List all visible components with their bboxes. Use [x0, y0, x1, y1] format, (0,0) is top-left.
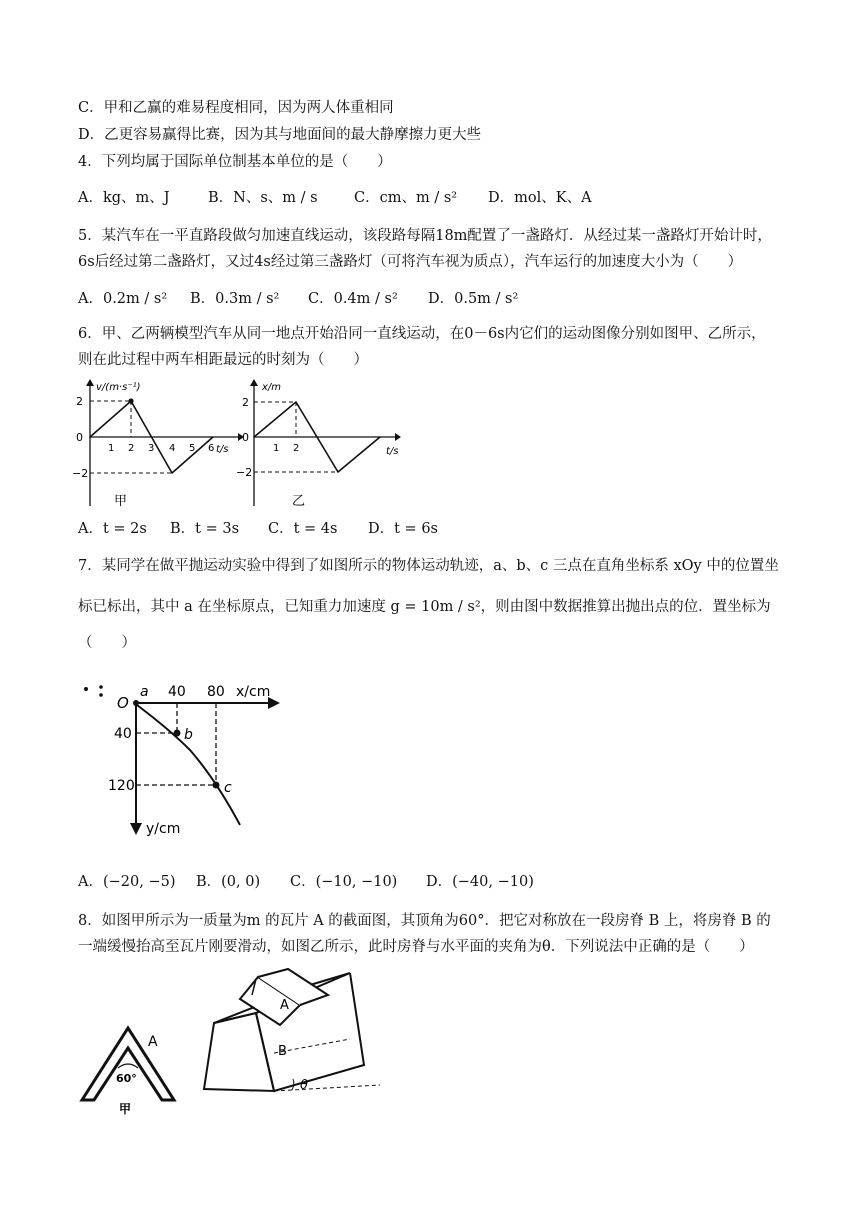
q7-point-a — [133, 700, 139, 706]
q7-ytick-40: 40 — [114, 726, 132, 742]
q7-point-b — [174, 730, 181, 737]
q6-stem-line1: 6．甲、乙两辆模型汽车从同一地点开始沿同一直线运动，在0－6s内它们的运动图像分别如图甲、乙所示， — [78, 326, 766, 342]
theta-label: θ — [300, 1078, 308, 1093]
q6-chart-yi — [236, 378, 405, 518]
jia-xtick-4: 4 — [169, 443, 176, 454]
noise-dot — [99, 693, 103, 697]
yi-xlabel: t/s — [386, 446, 399, 457]
q6-option-d: D．t = 6s — [368, 521, 438, 537]
q7-y-arrow — [130, 823, 142, 835]
tile-caption: 甲 — [119, 1102, 132, 1116]
yi-ytick-0: 0 — [242, 431, 249, 444]
q7-xtick-40: 40 — [168, 684, 186, 700]
noise-dot — [84, 687, 88, 691]
q7-option-c: C．(−10, −10) — [290, 874, 398, 890]
jia-xtick-1: 1 — [108, 443, 115, 454]
jia-xtick-5: 5 — [189, 443, 196, 454]
q7-option-d: D．(−40, −10) — [426, 874, 534, 890]
jia-caption: 甲 — [114, 494, 128, 509]
q4-option-b: B．N、s、m / s — [208, 190, 318, 206]
q4-stem: 4．下列均属于国际单位制基本单位的是（ ） — [78, 154, 392, 170]
q8-figure-jia — [78, 1020, 188, 1115]
q7-ylabel: y/cm — [146, 821, 181, 837]
jia-segment — [90, 401, 131, 437]
jia-point — [212, 436, 214, 438]
q7-point-c — [213, 782, 220, 789]
yi-point — [379, 436, 381, 438]
yi-y-arrow — [250, 379, 258, 386]
yi-ylabel: x/m — [262, 382, 282, 393]
q6-option-a: A．t = 2s — [78, 521, 147, 537]
jia-point — [171, 472, 173, 474]
ridge-b-front — [204, 1013, 274, 1091]
yi-point — [295, 401, 297, 403]
jia-xtick-3: 3 — [148, 443, 155, 454]
jia-ylabel: v/(m·s⁻¹) — [96, 382, 141, 393]
yi-ytick-2: 2 — [242, 396, 249, 409]
q5-stem-line2: 6s后经过第二盏路灯，又过4s经过第三盏路灯（可将汽车视为质点），汽车运行的加速度大小为（ ） — [78, 254, 743, 270]
label-a: A — [280, 998, 289, 1013]
q7-origin-label: O — [117, 694, 129, 712]
jia-point — [128, 398, 133, 403]
q5-option-c: C．0.4m / s² — [308, 291, 398, 307]
q4-option-a: A．kg、m、J — [78, 190, 170, 206]
q4-option-d: D．mol、K、A — [488, 190, 592, 206]
jia-ytick-neg2: −2 — [72, 467, 89, 480]
q7-option-b: B．(0, 0) — [196, 874, 261, 890]
q5-option-d: D．0.5m / s² — [428, 291, 519, 307]
jia-ytick-0: 0 — [76, 431, 83, 444]
jia-xtick-2: 2 — [128, 443, 135, 454]
tile-angle-arc — [118, 1064, 138, 1068]
q7-option-a: A．(−20, −5) — [78, 874, 176, 890]
jia-ytick-2: 2 — [76, 395, 83, 408]
q4-option-c: C．cm、m / s² — [354, 190, 458, 206]
q5-stem-line1: 5．某汽车在一平直路段做匀加速直线运动，该段路每隔18m配置了一盏路灯．从经过某一盏路灯开始计时， — [78, 228, 772, 244]
yi-xtick-2: 2 — [293, 443, 300, 454]
yi-xtick-1: 1 — [273, 443, 280, 454]
q3-option-c: C．甲和乙赢的难易程度相同，因为两人体重相同 — [78, 100, 394, 116]
q5-option-a: A．0.2m / s² — [78, 291, 168, 307]
yi-segment — [254, 402, 296, 437]
jia-y-arrow — [86, 379, 94, 386]
q5-options — [78, 289, 778, 311]
noise-dot — [99, 685, 103, 689]
yi-point — [253, 436, 255, 438]
q3-option-d: D．乙更容易赢得比赛，因为其与地面间的最大静摩擦力更大些 — [78, 127, 482, 143]
q4-options — [78, 188, 778, 210]
q7-trajectory-curve — [137, 705, 240, 825]
tile-angle-label: 60° — [116, 1072, 137, 1085]
q6-option-c: C．t = 4s — [268, 521, 338, 537]
q5-option-b: B．0.3m / s² — [190, 291, 280, 307]
jia-point — [89, 436, 91, 438]
yi-point — [337, 471, 339, 473]
q7-options — [78, 872, 778, 894]
label-b: B — [278, 1044, 287, 1059]
q7-label-a: a — [140, 684, 149, 700]
q7-stem-line1: 7．某同学在做平抛运动实验中得到了如图所示的物体运动轨迹，a、b、c 三点在直角坐标系 xOy 中的位置坐 — [78, 558, 779, 574]
q8-stem-line1: 8．如图甲所示为一质量为m 的瓦片 A 的截面图，其顶角为60°．把它对称放在一段房脊 B 上，将房脊 B 的 — [78, 913, 771, 929]
q6-chart-jia — [72, 378, 243, 518]
q7-stem-line3: （ ） — [78, 635, 136, 651]
q6-options — [78, 519, 778, 541]
yi-ytick-neg2: −2 — [236, 466, 253, 479]
yi-caption: 乙 — [292, 494, 306, 509]
jia-xlabel: t/s — [216, 444, 229, 455]
q8-figure-yi — [200, 965, 390, 1105]
q7-label-b: b — [184, 727, 193, 743]
jia-xtick-6: 6 — [208, 443, 215, 454]
q7-xtick-80: 80 — [207, 684, 225, 700]
q7-ytick-120: 120 — [108, 778, 135, 794]
q7-stem-line2: 标已标出，其中 a 在坐标原点，已知重力加速度 g = 10m / s²，则由图中数据推算出抛出点的位．置坐标为 — [78, 599, 771, 615]
q7-label-c: c — [224, 780, 232, 796]
tile-label-a: A — [148, 1034, 158, 1050]
q6-stem-line2: 则在此过程中两车相距最远的时刻为（ ） — [78, 352, 368, 368]
q6-option-b: B．t = 3s — [170, 521, 240, 537]
yi-x-arrow — [395, 433, 401, 441]
q7-xlabel: x/cm — [236, 684, 271, 700]
q8-stem-line2: 一端缓慢抬高至瓦片刚要滑动，如图乙所示，此时房脊与水平面的夹角为θ．下列说法中正确的是（ ） — [78, 939, 754, 955]
q7-trajectory-figure — [80, 675, 280, 845]
yi-segment — [338, 437, 380, 472]
